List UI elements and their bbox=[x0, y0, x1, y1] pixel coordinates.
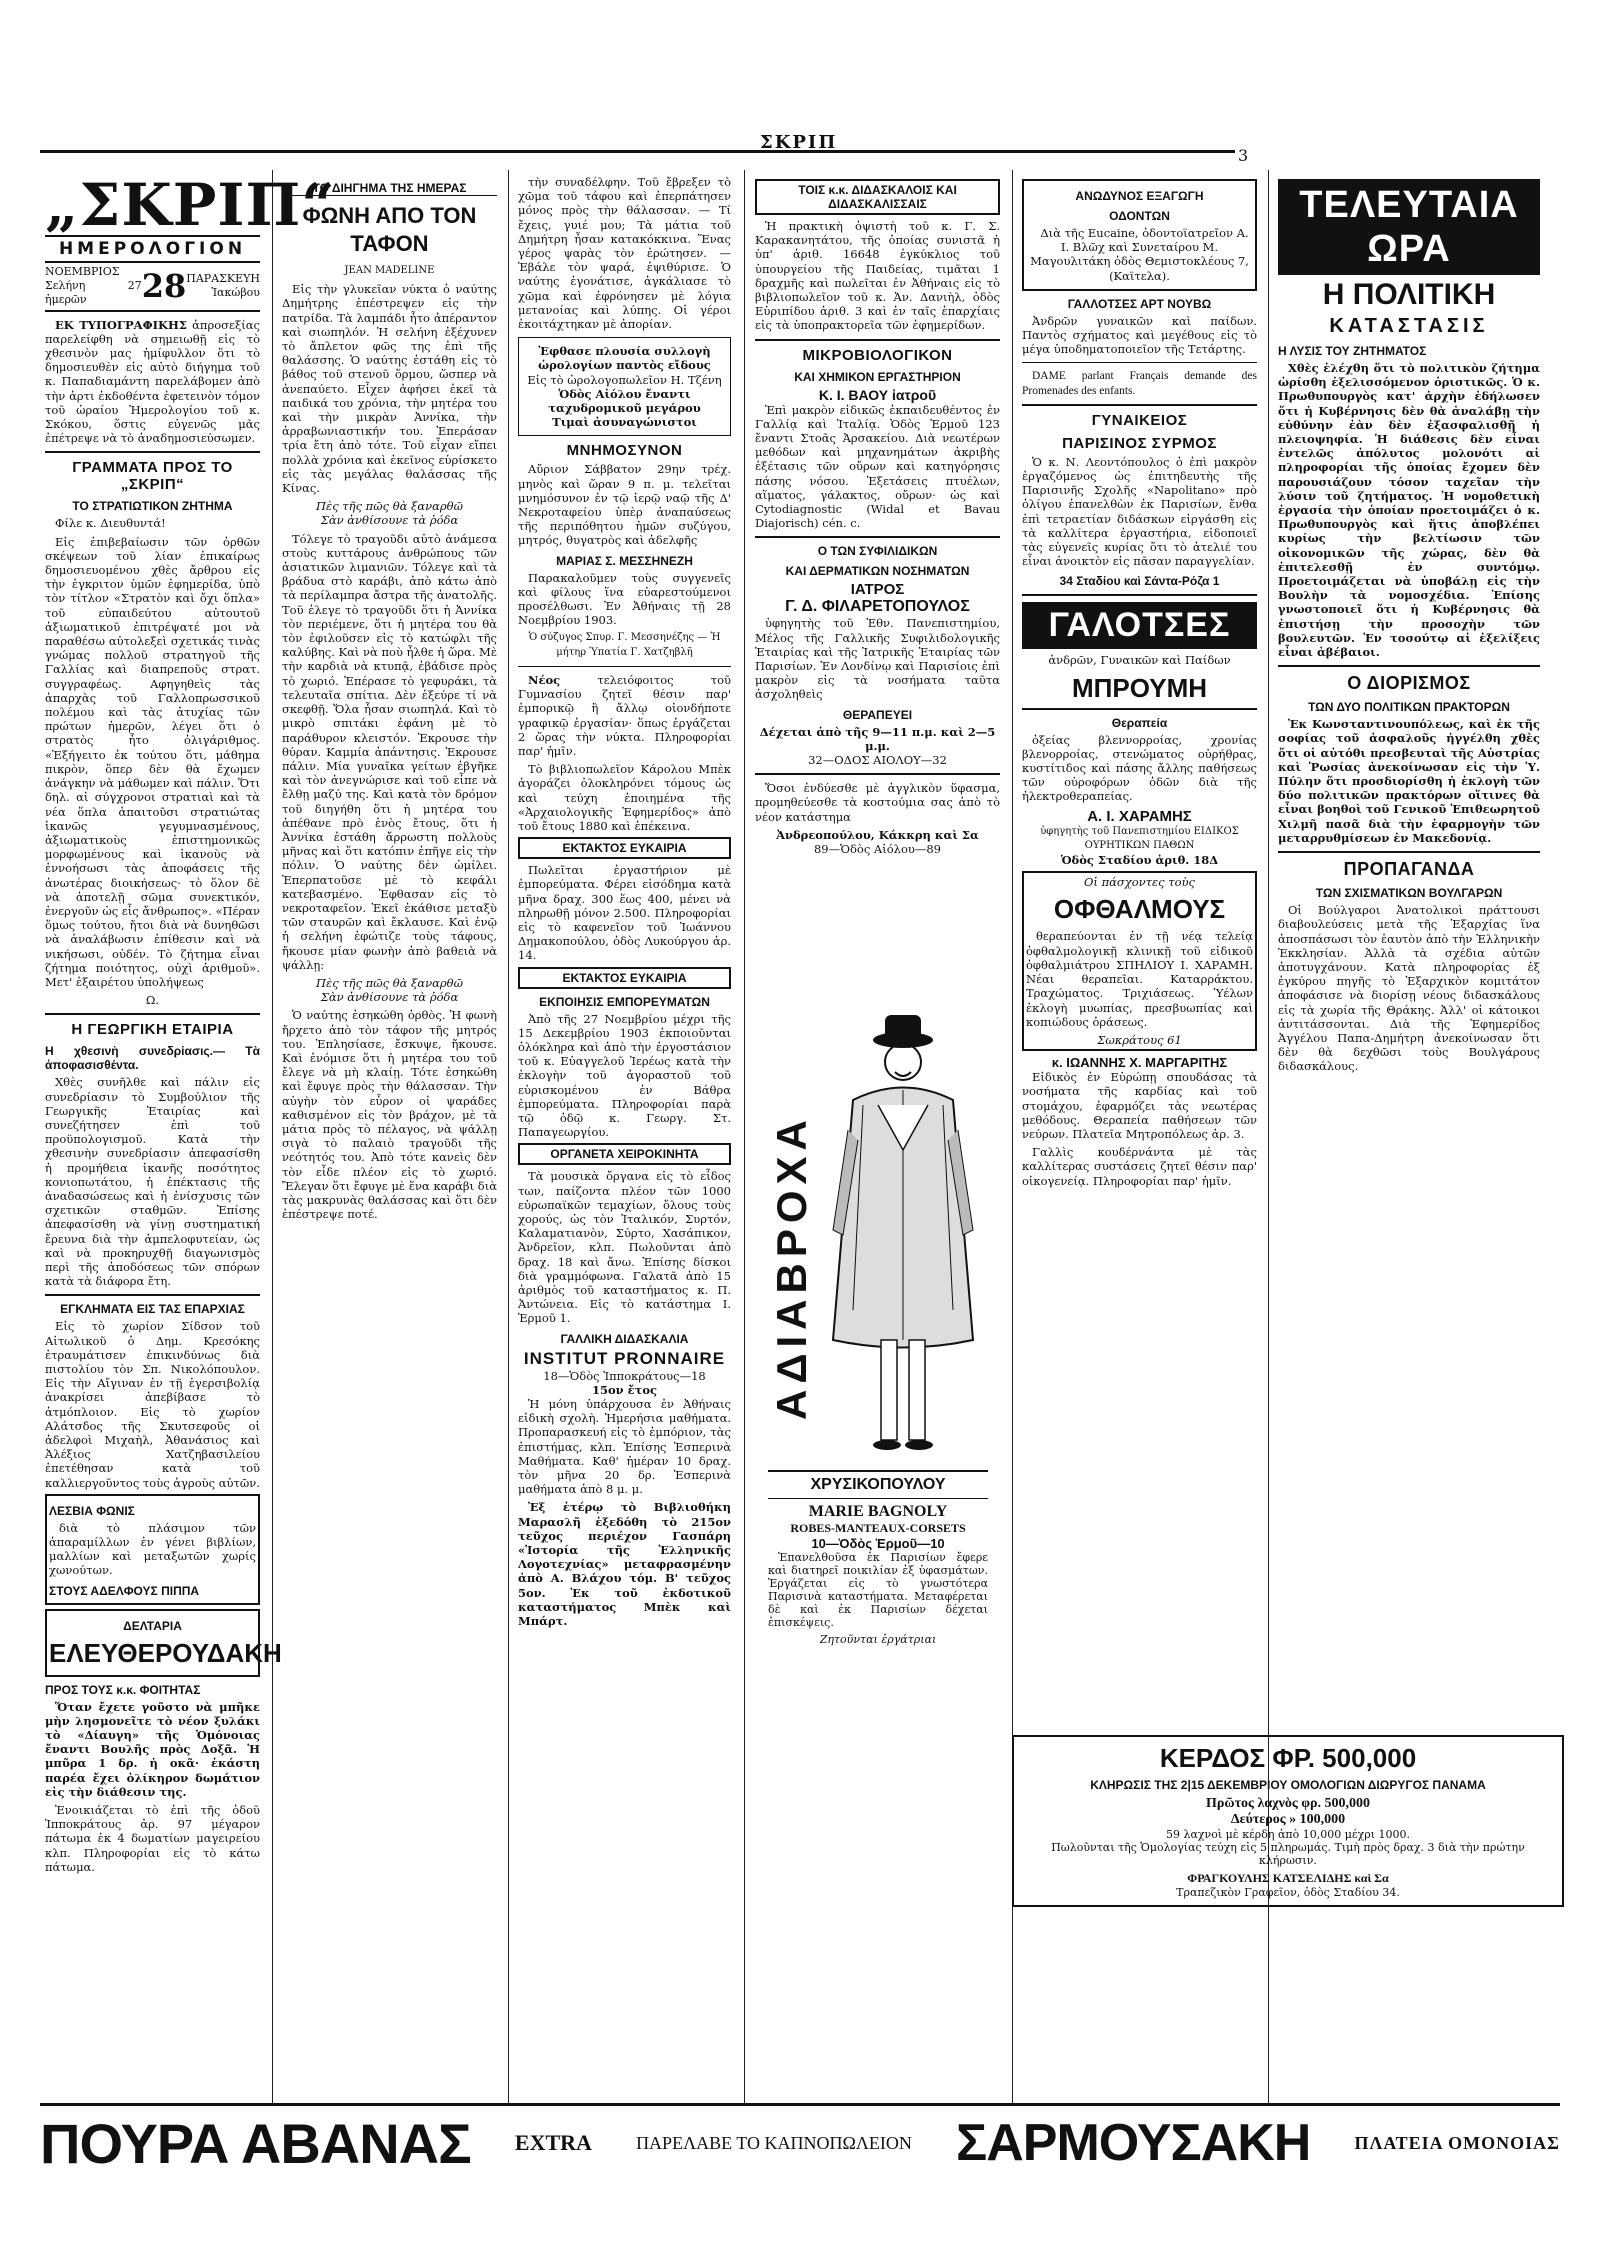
letters-greeting: Φίλε κ. Διευθυντά! bbox=[55, 516, 166, 531]
politics-subheading: ΚΑΤΑΣΤΑΣΙΣ bbox=[1329, 315, 1489, 337]
divider bbox=[45, 1013, 260, 1015]
watch-ad-line-4: Τιμαὶ ἀσυναγώνιστοι bbox=[552, 415, 697, 430]
syph-title: ΙΑΤΡΟΣ bbox=[850, 581, 905, 599]
teachers-body: Ἡ πρακτικὴ ὀψιστὴ τοῦ κ. Γ. Σ. Καρακανητάτου, τῆς ὁποίας συνιστᾶ ἡ ὑπ' ἀριθ. 16648 ἐγκύκλιος τοῦ ὑπουργείου τῆς Παιδείας, τιμᾶται 1 δραχμῆς καὶ πωλεῖται ἐν Ἀθήναις εἰς τὸ βιβλιοπωλεῖον τοῦ κ. Ἀν. Δανιὴλ, ὁδὸς Εὐριπίδου ἀριθ. 3 καὶ ἐν ταῖς ἐπαρχίαις εἰς τὰ ὑποπρακτορεῖα τῶν ἐφημερίδων. bbox=[755, 219, 1000, 333]
memorial-name: ΜΑΡΙΑΣ Σ. ΜΕΣΣΗΝΕΖΗ bbox=[556, 553, 693, 568]
young-man-notice bbox=[518, 673, 731, 758]
galoshes-body: Ἀνδρῶν γυναικῶν καὶ παίδων. Παντὸς σχήματος καὶ μεγέθους εἰς τὸ μέγα ὑποδηματοποιεῖον τῆς Τετάρτης. bbox=[1022, 313, 1257, 357]
divider bbox=[1022, 362, 1257, 363]
story-verse-4: Σὰν ἀνθίσουνε τὰ ῥόδα bbox=[320, 990, 459, 1005]
fashion-address: 34 Σταδίου καὶ Σάντα-Ρόζα 1 bbox=[1059, 574, 1220, 589]
date-moon: Σελήνη 27 ἡμερῶν bbox=[45, 279, 142, 307]
date-weekday: ΠΑΡΑΣΚΕΥΗ bbox=[186, 272, 260, 286]
students-heading: ΠΡΟΣ ΤΟΥΣ κ.κ. ΦΟΙΤΗΤΑΣ bbox=[45, 1682, 201, 1697]
margaritis-body: Εἰδικὸς ἐν Εὐρώπῃ σπουδάσας τὰ νοσήματα τῆς καρδίας καὶ τοῦ στομάχου, ἐφαρμόζει τὰς νεωτέρας μεθόδους. Θεραπεία παθήσεων τῶν νεύρων. Πλατεῖα Μητροπόλεως ἀρ. 3. bbox=[1022, 1070, 1257, 1141]
organs-body: Τὰ μουσικὰ ὄργανα εἰς τὸ εἶδος των, παίζοντα πλέον τῶν 1000 εὐρωπαϊκῶν τεμαχίων, ὅλους τοὺς χορούς, ὡς τὸν Ἰταλικόν, Συρτόν, Καλαματιανὸν, Σύρτο, Χασάπικον, Ἀνδρεῖον, κλπ. Πωλοῦνται ἀπὸ δραχ. 18 καὶ ἄνω. Ἐπίσης δίσκοι διὰ γραμμόφωνα. Γαλατᾶ ἀπὸ 15 ἀριθμὸς τοῦ καταστήματος κ. Π. Ἀντώνεια. Εἰς τὸ κατάστημα Ι. Ἑρμοῦ 1. bbox=[518, 1169, 731, 1326]
lesbia-body: διὰ τὸ πλάσιμον τῶν ἀπαραμίλλων ἐν γένει βιβλίων, μαλλίων καὶ μεταξωτῶν χωρίς χωνούτων. bbox=[49, 1520, 256, 1578]
watch-ad bbox=[518, 337, 731, 436]
politics-heading: Η ΠΟΛΙΤΙΚΗ bbox=[1322, 278, 1496, 311]
therapy-body: ὀξείας βλεννορροίας, χρονίας βλενορροίας, στενώματος οὐρήθρας, κυστίτιδος καὶ πάσης ἄλλης παθήσεως τῶν οὐροφόρων ὁδῶν διὰ τῆς ἠλεκτροθεραπείας. bbox=[1022, 732, 1257, 804]
syph-address: 32—ΟΔΟΣ ΑΙΟΛΟΥ—32 bbox=[808, 753, 947, 768]
therapy-title: ὑφηγητὴς τοῦ Πανεπιστημίου ΕΙΔΙΚΟΣ ΟΥΡΗΤΙΚΩΝ ΠΑΘΩΝ bbox=[1040, 825, 1239, 851]
micro-body: Ἐπὶ μακρὸν εἰδικῶς ἐκπαιδευθέντος ἐν Γαλλίᾳ καὶ Ἰταλίᾳ. Ὁδὸς Ἑρμοῦ 123 ἔναντι Στοᾶς Ἀρσακείου. Διὰ νεωτέρων μεθόδων καὶ μηχανημάτων ἀκριβὴς ἐξέτασις τῶν οὔρων καὶ κατηγόρησις πάσης νόσου. Ἐξετάσεις πτυέλων, αἵματος, γάλακτος, οὔρων· ὡς καὶ Cytodiagnostic (Widal et Bavau Diajorisch) cén. c. bbox=[755, 402, 1000, 531]
panama-first-prize: Πρῶτος λαχνὸς φρ. 500,000 bbox=[1205, 1796, 1371, 1811]
galotses-shop: ΜΠΡΟΥΜΗ bbox=[1071, 672, 1208, 703]
syph-hours: Δέχεται ἀπὸ τῆς 9—11 π.μ. καὶ 2—5 μ.μ. bbox=[759, 724, 996, 753]
dentist-ad bbox=[1022, 179, 1257, 291]
bagnoly-note: Ζητοῦνται ἐργάτριαι bbox=[819, 1633, 937, 1646]
story-author: JEAN MADELINE bbox=[344, 265, 435, 276]
divider bbox=[45, 451, 260, 453]
notice-body: ἀπροσεξίας παρελείφθη νὰ σημειωθῇ εἰς τὸ χθεσινὸν μας ἡμίφυλλον ὅτι τὸ δημοσιευθὲν εἰς αὐτὸ διήγημα τοῦ κ. Παπαδιαμάντη παρελάβομεν ἀπὸ τὴν ἀρτι ἐκδοθέντα ἐφετεινὸν τόμον τοῦ ὡραίου Ἡμερολογίου τοῦ κ. Σκόκου, ὅστις εὐγενῶς μᾶς ἐπέτρεψε νὰ τὸ ἀναδημοσιεύσωμεν. bbox=[45, 317, 260, 446]
french-institute: INSTITUT PRONNAIRE bbox=[523, 1348, 726, 1368]
micro-name: Κ. Ι. ΒΑΟΥ ἰατροῦ bbox=[818, 386, 937, 403]
bagnoly-name: MARIE BAGNOLY bbox=[768, 1498, 988, 1521]
fashion-subheading: ΠΑΡΙΣΙΝΟΣ ΣΥΡΜΟΣ bbox=[1062, 434, 1217, 452]
lesbia-ad bbox=[45, 1494, 260, 1605]
rent-notice: Ἐνοικιάζεται τὸ ἐπὶ τῆς ὁδοῦ Ἱπποκράτους ἀρ. 97 μέγαρον πάτωμα ἐκ 4 δωματίων μαγειρείου κλπ. Πληροφορίαι εἰς τὸ κάτω πάτωμα. bbox=[45, 1803, 260, 1874]
syph-heading: Ο ΤΩΝ ΣΥΦΙΛΙΔΙΚΩΝ bbox=[817, 544, 938, 559]
propaganda-subheading: ΤΩΝ ΣΧΙΣΜΑΤΙΚΩΝ ΒΟΥΛΓΑΡΩΝ bbox=[1315, 886, 1503, 901]
divider bbox=[45, 1294, 260, 1296]
divider bbox=[1022, 594, 1257, 596]
letters-heading: ΓΡΑΜΜΑΤΑ ΠΡΟΣ ΤΟ „ΣΚΡΙΠ“ bbox=[72, 459, 233, 494]
calendar-title: ΗΜΕΡΟΛΟΓΙΟΝ bbox=[45, 237, 260, 263]
letters-subheading: ΤΟ ΣΤΡΑΤΙΩΤΙΚΟΝ ΖΗΤΗΜΑ bbox=[72, 499, 233, 514]
french-heading: ΓΑΛΛΙΚΗ ΔΙΔΑΣΚΑΛΙΑ bbox=[560, 1331, 689, 1346]
agri-subheading: Η χθεσινὴ συνεδρίασις.— Τὰ ἀποφασισθέντα. bbox=[45, 1044, 260, 1073]
bagnoly-body: Ἐπανελθοῦσα ἐκ Παρισίων ἔφερε καὶ διατηρεῖ ποικιλίαν ἐξ ὑφασμάτων. Ἐργάζεται εἰς τὸ γνωστότερα Παρισινὰ καταστήματα. Μεταφέρεται δὲ καὶ ἐκ Παρισίων δέχεται ἐπισκέψεις. bbox=[768, 1551, 988, 1629]
cigar-shop: ΣΑΡΜΟΥΣΑΚΗ bbox=[956, 2114, 1311, 2172]
therapy-name: Α. Ι. ΧΑΡΑΜΗΣ bbox=[1087, 807, 1192, 825]
dateline bbox=[45, 263, 260, 312]
agri-heading: Η ΓΕΩΡΓΙΚΗ ΕΤΑΙΡΙΑ bbox=[71, 1021, 234, 1039]
crimes-body: Εἰς τὸ χωρίον Σίδσον τοῦ Αἰτωλικοῦ ὁ Δημ. Κρεσόκης ἐτραυμάτισεν ἐπικινδύνως διὰ πιστολίου τὸν Σπ. Νικολόπουλον. Εἰς τὴν Αἴγιναν ἐν τῇ ἐγερσιβολίᾳ ἀνακρίσει ἀπεβίβασε τὸ ἀτμόπλοιον. Εἰς τὸ χωρίον Αλάτσδος τῆς Σκυτσεφοῦς οἱ ἀδελφοὶ Μιχαὴλ, Ἀθανάσιος καὶ Ἀλέξιος Χατζηβασιλείου ἐπετέθησαν κατὰ τοῦ καλλιεργοῦντος τοὺς ἀγροὺς αὐτῶν. bbox=[45, 1319, 260, 1490]
therapy-address: Ὁδὸς Σταδίου ἀριθ. 18Δ bbox=[1060, 853, 1219, 868]
story-body-1: Εἰς τὴν γλυκεῖαν νύκτα ὁ ναύτης Δημήτρης ἐπέστρεψεν εἰς τὴν πατρίδα. Τὰ λαμπάδι ἦτο ἀπέραντον καὶ σιωπηλόν. Ἡ σελήνη ἐξέχυνεν τὸ ἄπλετον φῶς της ἐπὶ τῆς θαλάσσης. Ὁ ναύτης ἐστάθη εἰς τὸ βάθος τοῦ στενοῦ ὅρμου, ὥσπερ νὰ ἀνεπαύετο. Εἶχεν ἀφήσει ἐκεῖ τὰ παιδικά του χρόνια, τὴν μητέρα του καὶ τὴν μικρὰν Ἀννίκα, τὴν ἀρραβωνιαστικήν του. Ἐπεράσαν τρία ἔτη ἀπὸ τότε. Τοῦ εἶχαν εἴπει πολλὰ χρόνια καὶ ἐκεῖνος εὑρίσκετο εἰς τὰς μεγάλας θαλάσσας τῆς Κίνας. bbox=[282, 282, 497, 496]
divider bbox=[755, 773, 1000, 775]
panama-payment: Πωλοῦνται τῆς Ὁμολογίας τεύχη εἰς 5 πληρωμάς. Τιμὴ πρὸς δραχ. 3 διὰ τὴν πρώτην κλήρωσιν. bbox=[1051, 1841, 1525, 1867]
teachers-heading: ΤΟΙΣ κ.κ. ΔΙΔΑΣΚΑΛΟΙΣ ΚΑΙ ΔΙΔΑΣΚΑΛΙΣΣΑΙΣ bbox=[755, 179, 1000, 215]
raincoat-shop-name: ΧΡΥΣΙΚΟΠΟΥΛΟΥ bbox=[768, 1470, 988, 1494]
syph-body: ὑφηγητὴς τοῦ Ἐθν. Πανεπιστημίου, Μέλος τῆς Γαλλικῆς Συφιλιδολογικῆς Ἑταιρίας καὶ τῆς Ἰατρικῆς Ἑταιρίας τῶν Παρισίων. Ἐν Λονδίνῳ καὶ Παρισίοις ἐπὶ μακρὸν εἰς τὰ νοσήματα ταῦτα ἀσχοληθεὶς bbox=[755, 616, 1000, 702]
french-address: 18—Ὁδὸς Ἱπποκράτους—18 bbox=[543, 1368, 706, 1383]
fashion-body: Ὁ κ. Ν. Λεοντόπουλος ὁ ἐπὶ μακρὸν ἐργαζόμενος ὡς ἐπιτηδευτὴς τῆς Παρισινῆς Σχολῆς «Napolitano» πρὸ ὀλίγου ἐπανελθὼν ἐκ Παρισίων, ἔνθα ἐπὶ τετραετίαν διδάσκων εἰργάσθη εἰς τὰ καλλίτερα ἐργαστήρια, εἰδοποιεῖ τὰς εὐγενεῖς κυρίας ὅτι τὸ ἀτελιέ του εἶναι ἀνοικτὸν εἰς πᾶσαν παραγγελίαν. bbox=[1022, 454, 1257, 569]
gentleman-illustration bbox=[823, 1010, 983, 1460]
raincoat-shop-block bbox=[768, 1470, 988, 1646]
cigar-extra: EXTRA bbox=[514, 2130, 592, 2155]
raincoat-vertical-title: ΑΔΙΑΒΡΟΧΑ bbox=[768, 1114, 815, 1420]
masthead-strip bbox=[40, 132, 1235, 153]
deltaria-heading: ΔΕΛΤΑΡΙΑ bbox=[123, 1618, 182, 1633]
english-cloth-shop: Ἀνδρεοπούλου, Κάκκρη καὶ Σα bbox=[776, 827, 979, 842]
notice-paragraph bbox=[45, 318, 260, 446]
galotses-heading: ΓΑΛΟΤΣΕΣ bbox=[1022, 602, 1257, 649]
lesbia-heading: ΛΕΣΒΙΑ ΦΩΝΙΣ bbox=[49, 1503, 135, 1518]
story-body-3: Ὁ ναύτης ἐσηκώθη ὀρθὸς. Ἡ φωνὴ ἤρχετο ἀπὸ τὸν τάφον τῆς μητρός του. Ἐπλησίασε, ἔσκυψε, ἤκουσε. Καὶ ἐνόμισε ὅτι ἡ μητέρα του τοῦ ἔλεγε νὰ μὴ κλαίῃ. Τότε ἐσηκώθη καὶ ἔφυγε πρὸς τὴν θάλασσαν. Τὴν αὐγὴν τὸν εὗρον οἱ ψαράδες καθισμένον εἰς τὸν βράχον, μὲ τὰ μάτια πρὸς τὸ πέλαγος, νὰ ψάλλῃ σιγὰ τὸ παλαιὸ τραγοῦδι τῆς νεότητός του. Ἀπὸ τότε κανεὶς δὲν τὸν εἶδε πλέον εἰς τὸ χωριό. Ἔλεγαν ὅτι ἔφυγε μὲ ἕνα καράβι διὰ τὰς μακρυνὰς θαλάσσας καὶ ὅτι δὲν ἐπέστρεψε ποτέ. bbox=[282, 1008, 497, 1222]
divider bbox=[1022, 404, 1257, 406]
galoshes-heading: ΓΑΛΛΟΤΣΕΣ ΑΡΤ ΝΟΥΒΩ bbox=[1067, 296, 1212, 311]
story-verse-3: Πὲς τῆς πῶς θὰ ξαναρθῶ bbox=[316, 975, 463, 990]
opportunity-body-2: Ἀπὸ τῆς 27 Νοεμβρίου μέχρι τῆς 15 Δεκεμβρίου 1903 ἐκποιοῦνται ὁλόκληρα καὶ ἀπὸ τὴν ἐργοστάσιον τοῦ κ. Εὐαγγελοῦ Ἰερέως κατὰ τὴν ἐκλογὴν τοῦ ἀγοραστοῦ τοῦ εὑρισκομένου ἐν Βάθρα ἐμπορεύματα. Πληροφορίαι παρὰ τῷ ὁδῷ κ. Γεωργ. Στ. Παπαγεωργίου. bbox=[518, 1011, 731, 1140]
column-6 bbox=[1278, 175, 1540, 1725]
micro-subheading: ΚΑΙ ΧΗΜΙΚΟΝ ΕΡΓΑΣΤΗΡΙΟΝ bbox=[794, 369, 961, 384]
eye-clinic-ad bbox=[1022, 871, 1257, 1051]
dentist-body: Διὰ τῆς Eucaine, ὀδοντοϊατρεῖον Α. Ι. Βλῶχ καὶ Συνεταίρου Μ. Μαγουλιτάκη ὁδὸς Θεμιστοκλέους 7, (Καϊτελα). bbox=[1030, 226, 1249, 283]
propaganda-body: Οἱ Βούλγαροι Ἀνατολικοὶ πράττουσι διαβουλεύσεις μετὰ τῆς Ἐξαρχίας ἵνα ἀποσπάσωσι τὸν ἑαυτὸν ἀπὸ τὴν Ἑλληνικὴν Ἐκκλησίαν. Ἀλλὰ τὰ σχέδια αὐτῶν ἀποτυγχάνουν. Κατὰ πληροφορίας ἐξ ἐγκύρου πηγῆς τὸ Ἐξαρχικὸν κομιτάτον ἀποφάσισε νὰ διορίσῃ νέους διδασκάλους εἰς τὰ χωρία τῆς Θράκης. Ἀλλ' οἱ κάτοικοι ἀντιτάσσονται. Διὰ τῆς Ἐφημερίδος Ἀγγέλου Παπα-Δημήτρη ἀνεκοίνωσαν ὅτι δὲν θὰ δεχθῶσι τοὺς Βουλγάρους διδασκάλους. bbox=[1278, 903, 1540, 1074]
eye-clinic-pre: Οἱ πάσχοντες τοὺς bbox=[1084, 875, 1195, 890]
politics-lead: Η ΛΥΣΙΣ ΤΟΥ ΖΗΤΗΜΑΤΟΣ bbox=[1278, 344, 1427, 358]
cigar-received: ΠΑΡΕΛΑΒΕ ΤΟ ΚΑΠΝΟΠΩΛΕΙΟΝ bbox=[636, 2132, 912, 2153]
column-rule bbox=[744, 170, 745, 2105]
column-rule bbox=[272, 170, 273, 2105]
cigar-location: ΠΛΑΤΕΙΑ ΟΜΟΝΟΙΑΣ bbox=[1354, 2132, 1560, 2153]
fashion-heading: ΓΥΝΑΙΚΕΙΟΣ bbox=[1091, 411, 1188, 429]
opportunity-body-1: Πωλεῖται ἐργαστήριον μὲ ἐμπορεύματα. Φέρει εἰσόδημα κατὰ μῆνα δραχ. 300 ἕως 400, μένει νὰ πληρωθῇ μόνον 2.500. Πληροφορίαι εἰς τὸ καφενεῖον τοῦ Ἰωάννου Δημακοπούλου, ὁδὸς Λυκούργου ἀρ. 14. bbox=[518, 863, 731, 963]
divider bbox=[1278, 851, 1540, 853]
students-body: Ὅταν ἔχετε γοῦστο νὰ μπῆκε μὴν λησμονεῖτε τὸ νέον ξυλάκι τὸ «Δίαυγη» τῆς Ὁμόνοιας ἔναντι Βουλῆς πρὸς Δοξᾶ. Ἡ μπῦρα 1 δρ. ἡ οκᾶ· ἑκάστη παρέα ἔχει ὀλίκηρον δωμάτιον εἰς τὴν διάθεσιν της. bbox=[45, 1699, 260, 1799]
deltaria-ad bbox=[45, 1609, 282, 1677]
organs-heading: ΟΡΓΑΝΕΤΑ ΧΕΙΡΟΚΙΝΗΤΑ bbox=[518, 1143, 731, 1165]
date-month: ΝΟΕΜΒΡΙΟΣ bbox=[45, 265, 120, 278]
newspaper-logo: „ΣΚΡΙΠ“ bbox=[45, 171, 336, 239]
eye-clinic-address: Σωκράτους 61 bbox=[1097, 1032, 1182, 1047]
watch-ad-line-2: Εἰς τὸ ὡρολογοπωλεῖον Η. Τζένη bbox=[527, 372, 722, 387]
galotses-sub: ἀνδρῶν, Γυναικῶν καὶ Παίδων bbox=[1048, 653, 1231, 668]
young-man-body: τελειόφοιτος τοῦ Γυμνασίου ζητεῖ θέσιν παρ' ἐμπορικῷ ἢ ἄλλῳ οἰονδήποτε γραφικῷ ἐργασίαν· ὅπως ἐργάζεται 2 ὥρας τὴν νύκτα. Πληροφορίαι παρ' ἡμῖν. bbox=[518, 672, 731, 758]
panama-headline: ΚΕΡΔΟΣ ΦΡ. 500,000 bbox=[1159, 1743, 1417, 1773]
appointment-heading: Ο ΔΙΟΡΙΣΜΟΣ bbox=[1347, 673, 1471, 694]
french-body: Ἡ μόνη ὑπάρχουσα ἐν Ἀθήναις εἰδικὴ σχολὴ. Ἡμερήσια μαθήματα. Προπαρασκευή εἰς τὸ ἐμπόριον, τὰς ἐπιστήμας, κλπ. Ἐπίσης Ἑσπερινὰ Μαθήματα. Καθ' ἡμέραν 10 δραχ. τὸν μῆνα 20 δρ. Ἑσπερινὰ μαθήματα ἀπὸ 8 μ. μ. bbox=[518, 1397, 731, 1497]
divider bbox=[1022, 708, 1257, 710]
column-5 bbox=[1022, 175, 1257, 1725]
story-continuation: τὴν συναδέλφην. Τοῦ ἔβρεξεν τὸ χῶμα τοῦ τάφου καὶ ἐπερπάτησεν μόνος πρὸς τὴν θάλασσαν. — Τί ἔχεις, γυιέ μου; Τὰ μάτια τοῦ Δημήτρη ἦσαν κατακόκκινα. Ἕνας γέρος ψαρὰς τὸν ἐρώτησεν. — Ἐβάλε τὸν ψαρά, ἐψιθύρισε. Ὁ ναύτης ἐγονάτισε, ἀγκάλιασε τὸ χῶμα καὶ ἐφρόνησεν μὲ λόγια μετανοίας καὶ λύπης. Οἱ γέροι ἐκοιτάχτηκαν μὲ ἀπορίαν. bbox=[518, 175, 731, 332]
eleftheroudakis-heading: ΕΛΕΥΘΕΡΟΥΔΑΚΗ bbox=[49, 1637, 282, 1668]
memorial-body: Αὔριον Σάββατον 29ην τρέχ. μηνὸς καὶ ὥραν 9 π. μ. τελεῖται μνημόσυνον ἐν τῷ ἱερῷ ναῷ τῆς Δ' Νεκροταφείου ὑπὲρ ἀναπαύσεως τῆς περιπόθητου ἡμῶν συζύγου, μητρός, θυγατρὸς καὶ ἀδελφῆς bbox=[518, 462, 731, 548]
micro-heading: ΜΙΚΡΟΒΙΟΛΟΓΙΚΟΝ bbox=[802, 346, 953, 364]
crimes-heading: ΕΓΚΛΗΜΑΤΑ ΕΙΣ ΤΑΣ ΕΠΑΡΧΙΑΣ bbox=[60, 1302, 245, 1317]
letters-body: Εἰς ἐπιβεβαίωσιν τῶν ὀρθῶν σκέψεων τοῦ λίαν ἐπικαίρως δημοσιευομένου χθὲς ἄρθρου εἰς τὴν ἐγκριτον ὑμῶν ἐφημερίδα, ὑπὸ τὸν τίτλον «Στρατὸν καὶ ὄχι ὅπλα» τοῦ εὐπαιδεύτου αὐτουτοῦ ἀξιωματικοῦ ἐπιτρέψατέ μοι νὰ παραθέσω αὐτολεξεὶ σχετικάς τινὰς γνώμας πολλοῦ στρατηγοῦ τῆς Γαλλίας καὶ διαπρεποῦς στρατ. συγγραφέως. Αφηγηθεὶς τὰς ἀπαρχὰς τοῦ Γαλλοπρωσσικοῦ πολέμου καὶ τὰς ἀτυχίας τῶν πρώτων ἡμερῶν, λέγει ὅτι ὁ στρατὸς ἦτο ὀλιγάριθμος. «Ἐξήγειτο ἐκ τούτου ὅτι, μάθημα πικρὸν, ὅπερ δὲν θὰ ἔχωμεν ἀνάγκην νὰ μάθωμεν καὶ πάλιν. Ὅτι δηλ. αἱ σύγχρονοι στρατιαὶ καὶ τὰ νέα ὅπλα ἀπαιτοῦσι στρατιώτας ἱκανῶς γεγυμνασμένους, ἀξιωματικοὺς ἐπιστημονικῶς μορφωμένους καὶ ἱκανοὺς νὰ ἐννοήσωσι τὰς ἀποφάσεις τῆς ἀνωτέρας διοικήσεως· τὸ ὅλον δὲ νὰ ἀποτελῇ σῶμα συνεκτικόν, ἐνεργοῦν ὡς εἷς ἄνθρωπος». «Πέραν ὅμως τούτου, ἤτοι διὰ νὰ δυνηθῶσι νὰ ἀναλάβωσιν ἐπίθεσιν καὶ νὰ νικήσωσι, οὐδέν. Τὸ ζήτημα εἶναι ζήτημα ποιότητος, οὐχὶ ἀριθμοῦ». Μετ' ἐξαιρέτου ὑπολήψεως bbox=[45, 534, 260, 989]
memorial-heading: ΜΝΗΜΟΣΥΝΟΝ bbox=[566, 442, 683, 460]
watch-ad-line-1: Ἐφθασε πλουσία συλλογὴ ὡρολογίων παντὸς εἴδους bbox=[538, 344, 711, 373]
margaritis-name: κ. ΙΩΑΝΝΗΣ Χ. ΜΑΡΓΑΡΙΤΗΣ bbox=[1051, 1055, 1228, 1071]
dentist-subheading: ΟΔΟΝΤΩΝ bbox=[1109, 209, 1170, 223]
appointment-body: Ἐκ Κωνσταντινουπόλεως, καὶ ἐκ τῆς σοφίας τοῦ ἀσφαλοῦς ἠγγέλθη χθὲς ὅτι οἱ αὐτόθι πρεσβευταὶ τῆς Αὐστρίας καὶ Ῥωσίας ἀνεκοίνωσαν εἰς τὴν Ὑ. Πύλην ὅτι προσδιορίσθη ἡ ἐκλογὴ τῶν δύο πολιτικῶν πρακτόρων οἵτινες θὰ εἶναι βοηθοὶ τοῦ Γενικοῦ Ἐπιθεωρητοῦ Χιλμῆ πασᾶ διὰ τὴν ἐφαρμογὴν τῶν μεταρρυθμίσεων ἐν Μακεδονίᾳ. bbox=[1278, 717, 1540, 845]
opportunity-heading-2: ΕΚΤΑΚΤΟΣ ΕΥΚΑΙΡΙΑ bbox=[518, 967, 731, 989]
dentist-heading: ΑΝΩΔΥΝΟΣ ΕΞΑΓΩΓΗ bbox=[1075, 189, 1204, 203]
opportunity-heading-1: ΕΚΤΑΚΤΟΣ ΕΥΚΑΙΡΙΑ bbox=[518, 837, 731, 859]
column-rule bbox=[508, 170, 509, 2105]
bagnoly-sub: ROBES-MANTEAUX-CORSETS bbox=[790, 1521, 966, 1535]
cigar-footer-ad bbox=[40, 2103, 1560, 2180]
agri-body: Χθὲς συνῆλθε καὶ πάλιν εἰς συνεδρίασιν τὸ Συμβούλιον τῆς Γεωργικῆς Ἑταιρίας καὶ συνεζήτησεν ἐπὶ τοῦ προϋπολογισμοῦ. Κατὰ τὴν χθεσινὴν συνεδρίασιν ἀπεφασίσθη ἡ προμήθεια ἱκανῆς ποσότητος κονιοπωτάτου, ἡ ἐπέκτασις τῆς ἀναδασώσεως καὶ ἡ ἐνίσχυσις τῶν σχετικῶν σταθμῶν. Ἐπίσης ἀπεφασίσθη νὰ γίνῃ συστηματική ἔρευνα διὰ τὴν ἀμπελοφυτείαν, ὡς καὶ νὰ προκηρυχθῇ διαγωνισμὸς περὶ τῆς ἀποδόσεως τῶν σπόρων κατὰ τὰ διάφορα ἔτη. bbox=[45, 1075, 260, 1289]
panama-other-prizes: 59 λαχνοὶ μὲ κέρδη ἀπὸ 10,000 μέχρι 1000. bbox=[1165, 1828, 1411, 1841]
governess-notice: Γαλλὶς κουδέρνάντα μὲ τὰς καλλίτερας συστάσεις ζητεῖ θέσιν παρ' οἰκογενείᾳ. Πληροφορίαι παρ' ἡμῖν. bbox=[1022, 1145, 1257, 1188]
appointment-subheading: ΤΩΝ ΔΥΟ ΠΟΛΙΤΙΚΩΝ ΠΡΑΚΤΟΡΩΝ bbox=[1308, 700, 1510, 715]
cigar-headline: ΠΟΥΡΑ ΑΒΑΝΑΣ bbox=[40, 2111, 471, 2175]
story-title: ΦΩΝΗ ΑΠΟ ΤΟΝ ΤΑΦΟΝ bbox=[302, 203, 477, 256]
english-cloth-body: Ὅσοι ἐνδύεσθε μὲ ἀγγλικὸν ὕφασμα, προμηθεύεσθε τὰ κοστούμια σας ἀπὸ τὸ νέον κατάστημα bbox=[755, 781, 1000, 824]
raincoat-ad bbox=[768, 1010, 988, 1646]
column-1 bbox=[45, 171, 336, 2095]
syph-heals: ΘΕΡΑΠΕΥΕΙ bbox=[842, 707, 913, 722]
divider bbox=[755, 536, 1000, 538]
divider bbox=[755, 339, 1000, 341]
date-number: 28 bbox=[141, 267, 187, 306]
bagnoly-address: 10—Ὁδὸς Ἑρμοῦ—10 bbox=[811, 1536, 945, 1551]
library-note: Ἐξ ἑτέρῳ τὸ Βιβλιοθήκη Μαρασλῆ ἐξεδόθη τὸ 215ον τεῦχος περιέχον Γασπάρη «Ἱστορία τῆς Ἑλληνικῆς Λογοτεχνίας» μεταφρασμένην ἀπὸ Α. Βλάχου τόμ. Β' τεῦχος 5ον. Ἐκ τοῦ ἐκδοτικοῦ καταστήματος Μπὲκ καὶ Μπάρτ. bbox=[518, 1500, 731, 1629]
panama-second-prize: Δεύτερος » 100,000 bbox=[1230, 1812, 1346, 1827]
memorial-body-2: Παρακαλοῦμεν τοὺς συγγενεῖς καὶ φίλους ἵνα εὐαρεστούμενοι προσέλθωσι. Ἐν Ἀθήναις τῇ 28 Νοεμβρίου 1903. bbox=[518, 570, 731, 628]
bookstore-notice: Τὸ βιβλιοπωλεῖον Κάρολου Μπὲκ ἀγοράζει ὁλοκληρόνει τόμους ὡς καὶ τεύχη ἐποιημένα τῆς «Ἀρχαιολογικῆς Ἐφημερίδος» ἀπὸ τοῦ ἔτους 1880 καὶ ἐπέκεινα. bbox=[518, 762, 731, 833]
panama-subheadline: ΚΛΗΡΩΣΙΣ ΤΗΣ 2|15 ΔΕΚΕΜΒΡΙΟΥ ΟΜΟΛΟΓΙΩΝ ΔΙΩΡΥΓΟΣ ΠΑΝΑΜΑ bbox=[1090, 1778, 1486, 1792]
panama-lottery-ad bbox=[1012, 1735, 1564, 1907]
opportunity-subheading-2: ΕΚΠΟΙΗΣΙΣ ΕΜΠΟΡΕΥΜΑΤΩΝ bbox=[539, 994, 710, 1009]
dame-notice: DAME parlant Français demande des Promenades des enfants. bbox=[1022, 370, 1257, 397]
masthead-mini-title: ΣΚΡΙΠ bbox=[760, 132, 838, 153]
syph-name: Γ. Δ. ΦΙΛΑΡΕΤΟΠΟΥΛΟΣ bbox=[785, 598, 970, 616]
divider bbox=[1278, 665, 1540, 667]
last-hour-heading: ΤΕΛΕΥΤΑΙΑ ΩΡΑ bbox=[1278, 179, 1540, 275]
panama-broker-address: Τραπεζικὸν Γραφεῖον, ὁδὸς Σταδίου 34. bbox=[1176, 1886, 1400, 1899]
propaganda-heading: ΠΡΟΠΑΓΑΝΔΑ bbox=[1343, 859, 1475, 880]
eye-clinic-body: θεραπεύονται ἐν τῇ νέᾳ τελείᾳ ὀφθαλμολογικῇ κλινικῇ τοῦ εἰδικοῦ ὀφθαλμιάτρου ΣΠΗΛΙΟΥ Ι. ΧΑΡΑΜΗ. Νέαι θεραπεῖαι. Καταρράκτου. Τραχώματος. Τριχιάσεως. Ὑέλων ἐκλογὴ μυωπίας, πρεσβυωπίας καὶ κοπιώδους ὁράσεως. bbox=[1026, 929, 1253, 1029]
story-verse-2: Σὰν ἀνθίσουνε τὰ ῥόδα bbox=[320, 513, 459, 528]
letters-signature: Ω. bbox=[145, 993, 160, 1008]
date-saint: Ἰακώβου bbox=[211, 286, 260, 300]
memorial-signatures: Ὁ σύζυγος Σπυρ. Γ. Μεσσηνέζης — Ἡ μήτηρ Ὑπατία Γ. Χατζηβλῆ bbox=[528, 632, 721, 658]
french-year: 15ον ἔτος bbox=[591, 1382, 658, 1397]
page-number: 3 bbox=[1238, 146, 1249, 165]
eye-clinic-heading: ΟΦΘΑΛΜΟΥΣ bbox=[1053, 894, 1226, 925]
story-body-2: Τόλεγε τὸ τραγοῦδι αὐτὸ ἀνάμεσα στοὺς κυττάρους ἀνθρώπους τῶν ἀσιατικῶν λιμανιῶν. Τόλεγε καὶ τὰ βράδυα στὸ καράβι, ἀπὸ κάτω ἀπὸ τὰ περίλαμπρα ἄστρα τῆς ἀνατολῆς. Τοῦ ἐλεγε τὸ τραγοῦδι ὅτι ἡ Ἀννίκα τὸν περιέμενε, ὅτι ἡ μητέρα του θὰ τὸν ἐφιλοῦσεν εἰς τὸ κατώφλι τῆς καλύβης. Καὶ νὰ ποὺ ἦλθε ἡ ὥρα. Μὲ τὴν καρδιὰ νὰ κτυπᾷ, ἐβάδισε πρὸς τὸ χωριό. Ἐπέρασε τὸ γεφυράκι, τὰ τελευταῖα σπίτια. Δὲν ἐξεύρε τί νὰ σκεφθῇ. Ὅλα ἦσαν σιωπηλά. Καὶ τὸ μικρὸ σπιτάκι ἐφάνη μὲ τὸ παράθυρον κλειστόν. Ἐκρουσε τὴν θύραν. Καμμία ἀπάντησις. Ἐκρουσε πάλιν. Μία γυναῖκα γείτων ἐβγῆκε καὶ τὸν ἀνεγνώρισε καὶ τοῦ εἶπε νὰ ἔλθῃ μαζύ της. Καὶ κατὰ τὸν δρόμον τοῦ διηγήθη ὅτι ἡ μητέρα του ἀπέθανε πρὸ ἑνὸς ἔτους, ὅτι ἡ Ἀννίκα ἐστάθη ἄρρωστη πολλοὺς μῆνας καὶ ὅτι κατόπιν ἐπῆγε εἰς τὴν πόλιν. Ὁ ναύτης δὲν ὡμίλει. Ἐπερπατοῦσε μὲ τὸ κεφάλι κατεβασμένο. Ἐφθασαν εἰς τὸ νεκροταφεῖον. Ἐκεῖ ἐκάθισε μεταξὺ τῶν σταυρῶν καὶ ἔκλαυσε. Καὶ ἐνῷ ἡ σελήνη ἐφώτιζε τοὺς τάφους, ἤκουσε μίαν φωνὴν ἀπὸ βαθειὰ νὰ ψάλλῃ: bbox=[282, 531, 498, 972]
notice-head: ΕΚ ΤΥΠΟΓΡΑΦΙΚΗΣ bbox=[55, 317, 187, 332]
pippa-heading: ΣΤΟΥΣ ΑΔΕΛΦΟΥΣ ΠΙΠΠΑ bbox=[49, 1583, 200, 1598]
panama-broker: ΦΡΑΓΚΟΥΛΗΣ ΚΑΤΣΕΛΙΔΗΣ καὶ Σα bbox=[1187, 1871, 1389, 1885]
column-3 bbox=[518, 175, 731, 2095]
divider bbox=[518, 666, 731, 667]
story-section-heading: ΤΟ ΔΙΗΓΗΜΑ ΤΗΣ ΗΜΕΡΑΣ bbox=[282, 181, 497, 196]
therapy-heading: Θεραπεία bbox=[1111, 715, 1168, 730]
syph-subheading: ΚΑΙ ΔΕΡΜΑΤΙΚΩΝ ΝΟΣΗΜΑΤΩΝ bbox=[785, 564, 970, 579]
politics-body: Χθὲς ἐλέχθη ὅτι τὸ πολιτικὸν ζήτημα ὡρίσθη ἐξελισσόμενον ὁριστικῶς. Ὁ κ. Πρωθυπουργὸς κατ' ἀρχὴν ἐδήλωσεν ὅτι ἡ Κυβέρνησις δὲν θὰ ἀναλάβῃ τὴν εὐθύνην ἐὰν δὲν ἐξασφαλισθῇ ἡ πλειοψηφία. Ἡ διάθεσις δὲν εἶναι ἐντελῶς ἀπόλυτος μολονότι αἱ πληροφορίαι τῆς ὁποίας ἔχομεν δὲν παρουσιάζουν τόσον ταχεῖαν τὴν λύσιν τοῦ ζητήματος. Ἡ νομοθετικὴ ἐργασία τὴν ὁποίαν προετοιμάζει ὁ κ. Πρωθυπουργὸς καὶ ἥτις ἀποβλέπει κυρίως τὴν βελτίωσιν τῶν οἰκονομικῶν τῆς χώρας, δὲν θὰ ἐπιτελεσθῇ ἐν συντόμῳ. Προετοιμάζεται νὰ ὑποβάλῃ εἰς τὴν Βουλὴν τὰ νομοσχέδια. Ἐπίσης γνωστοποιεῖ ὅτι ἡ Κυβέρνησις θὰ ἐπιστήσῃ τὴν προσοχὴν τῶν βουλευτῶν. Ἐν τοσούτῳ αἱ ἐξελίξεις εἶναι ἀβέβαιοι. bbox=[1278, 361, 1540, 660]
story-verse-1: Πὲς τῆς πῶς θὰ ξαναρθῶ bbox=[316, 499, 463, 514]
column-2 bbox=[282, 175, 497, 2095]
watch-ad-line-3: Ὁδὸς Αἰόλου ἔναντι ταχυδρομικοῦ μεγάρου bbox=[548, 386, 701, 416]
young-man-head: Νέος bbox=[528, 672, 561, 687]
english-cloth-address: 89—Ὁδὸς Αἰόλου—89 bbox=[813, 842, 942, 857]
